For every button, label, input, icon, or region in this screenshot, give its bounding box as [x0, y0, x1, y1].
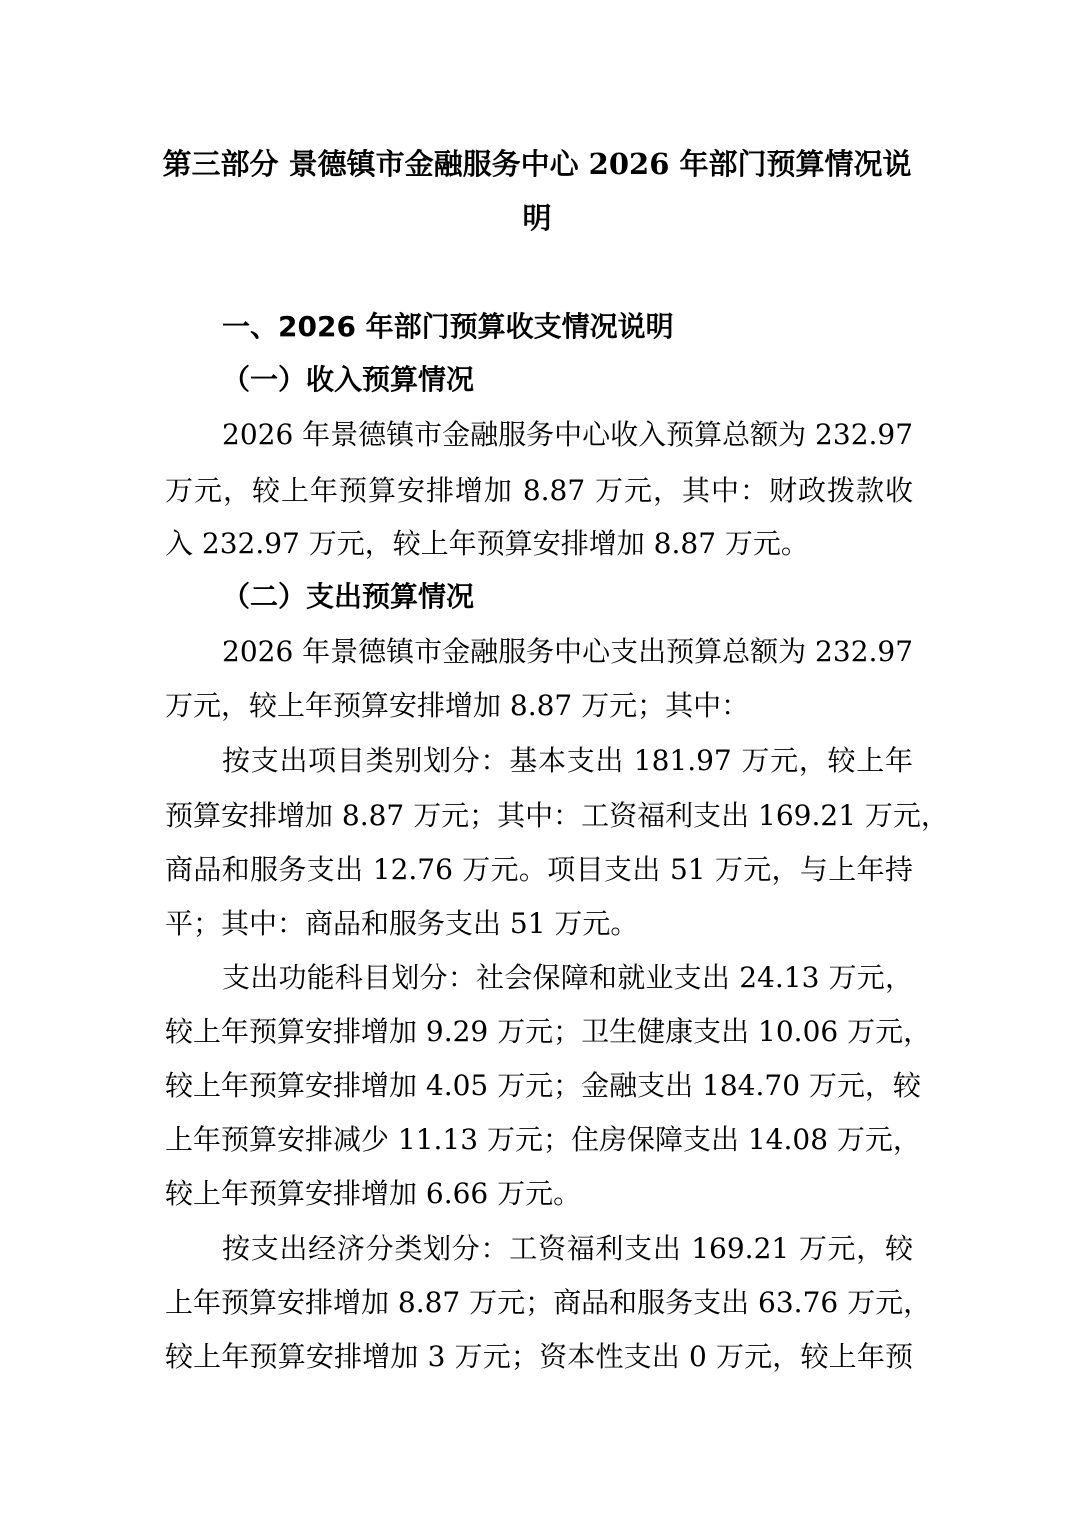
paragraph-line: 较上年预算安排增加 9.29 万元；卫生健康支出 10.06 万元，	[165, 1015, 932, 1048]
paragraph-line: 万元，较上年预算安排增加 8.87 万元；其中：	[165, 689, 750, 722]
section-heading: 一、2026 年部门预算收支情况说明	[222, 310, 674, 343]
paragraph-line: 较上年预算安排增加 4.05 万元；金融支出 184.70 万元，较	[165, 1069, 921, 1102]
subsection-heading-income: （一）收入预算情况	[222, 363, 475, 396]
paragraph-line: 按支出项目类别划分：基本支出 181.97 万元，较上年	[222, 744, 913, 777]
paragraph-line: 支出功能科目划分：社会保障和就业支出 24.13 万元，	[222, 961, 913, 994]
paragraph-line: 按支出经济分类划分：工资福利支出 169.21 万元，较	[222, 1232, 913, 1265]
paragraph-line: 上年预算安排增加 8.87 万元；商品和服务支出 63.76 万元，	[165, 1286, 932, 1319]
paragraph-line: 2026 年景德镇市金融服务中心支出预算总额为 232.97	[222, 635, 914, 668]
document-title-line-1: 第三部分 景德镇市金融服务中心 2026 年部门预算情况说	[162, 147, 912, 181]
paragraph-line: 2026 年景德镇市金融服务中心收入预算总额为 232.97	[222, 418, 914, 451]
subsection-heading-expenditure: （二）支出预算情况	[222, 580, 475, 613]
document-title-line-2: 明	[522, 201, 552, 235]
paragraph-line: 较上年预算安排增加 6.66 万元。	[165, 1177, 582, 1210]
paragraph-line: 商品和服务支出 12.76 万元。项目支出 51 万元，与上年持	[165, 853, 913, 886]
paragraph-line: 较上年预算安排增加 3 万元；资本性支出 0 万元，较上年预	[165, 1340, 913, 1373]
paragraph-line: 入 232.97 万元，较上年预算安排增加 8.87 万元。	[165, 527, 809, 560]
paragraph-line: 万元，较上年预算安排增加 8.87 万元，其中：财政拨款收	[165, 474, 913, 507]
paragraph-line: 上年预算安排减少 11.13 万元；住房保障支出 14.08 万元，	[165, 1123, 921, 1156]
paragraph-line: 预算安排增加 8.87 万元；其中：工资福利支出 169.21 万元，	[165, 799, 949, 832]
paragraph-line: 平；其中：商品和服务支出 51 万元。	[165, 907, 639, 940]
